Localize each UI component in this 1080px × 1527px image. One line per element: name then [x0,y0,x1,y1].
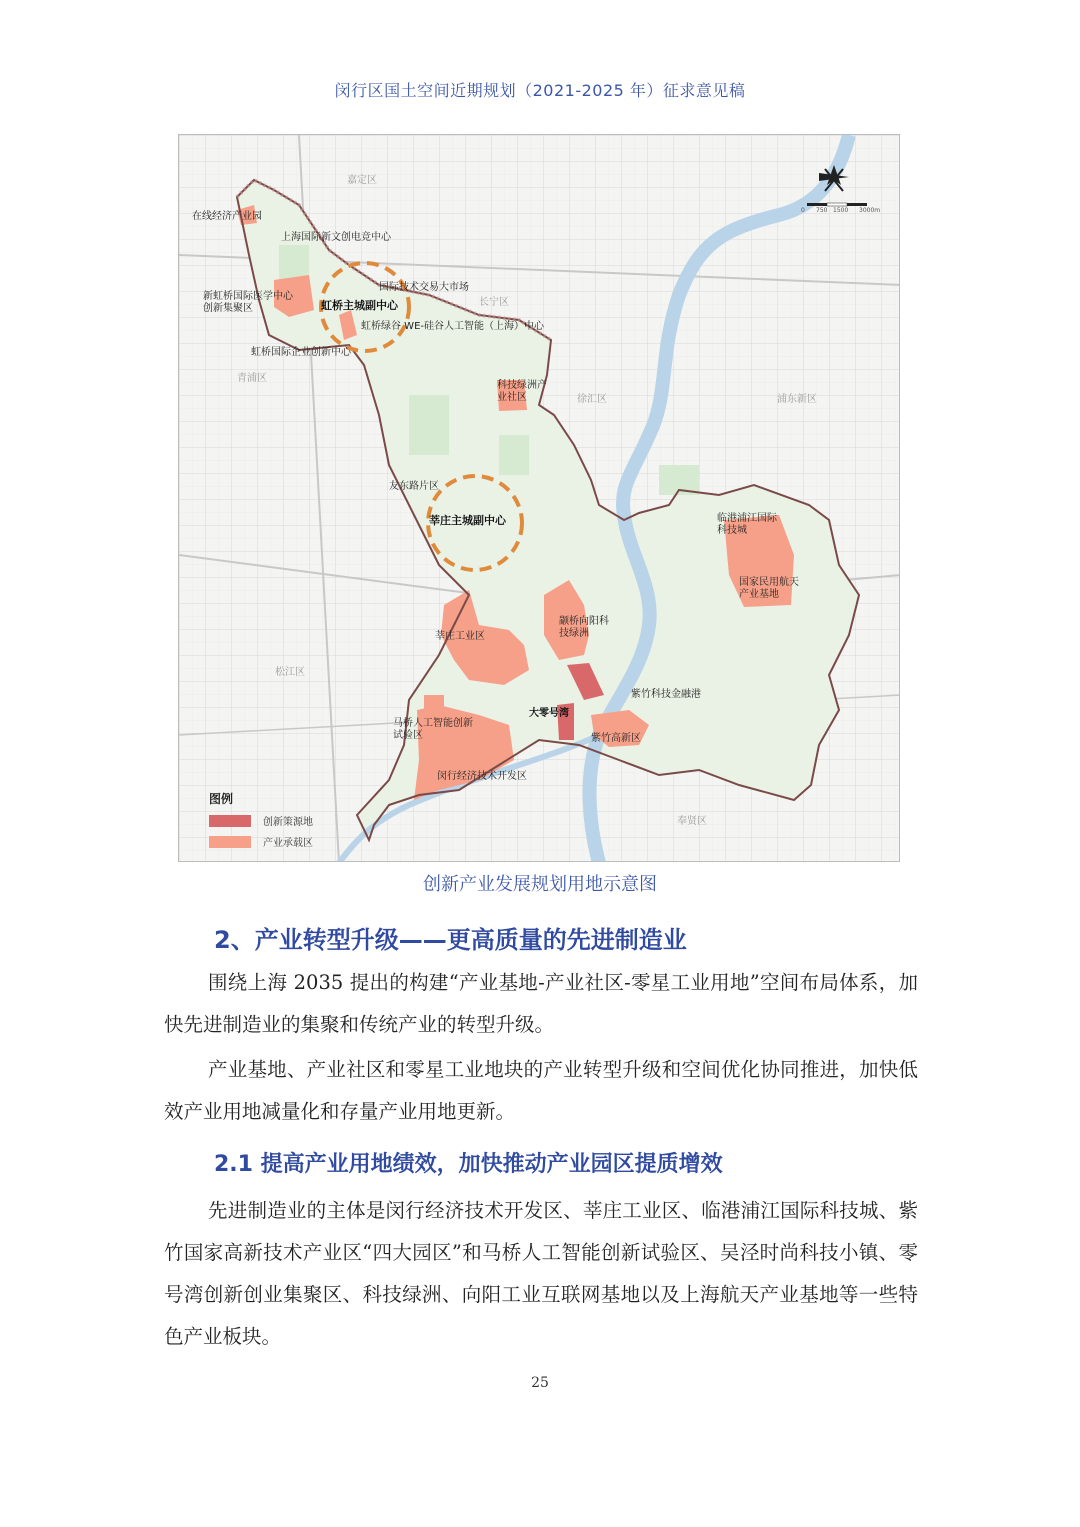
map-legend [209,790,339,849]
scale-bar [807,203,867,206]
place-label: 在线经济产业园 [192,211,262,222]
green-space [499,435,529,475]
scale-label: 750 [816,207,828,214]
scale-label: 3000m [859,207,881,214]
zone-maqiao [424,695,444,715]
planning-map [178,134,900,862]
subsection-heading: 2.1 提高产业用地绩效，加快推动产业园区提质增效 [214,1152,723,1177]
legend-swatch-innovation [209,815,251,827]
map-graphic [179,135,900,862]
place-label: 虹桥国际企业创新中心 [251,347,351,358]
green-space [409,395,449,455]
district-label: 青浦区 [237,373,267,384]
section-paragraph: 围绕上海 2035 提出的构建“产业基地-产业社区-零星工业用地”空间布局体系，加快先进制造业的集聚和传统产业的转型升级。 [164,971,918,1036]
place-label: 马桥人工智能创新试验区 [393,718,473,741]
center-label: 虹桥主城副中心 [321,299,398,312]
page-number: 25 [531,1375,549,1391]
legend-item [209,813,339,828]
subsection-paragraph: 先进制造业的主体是闵行经济技术开发区、莘庄工业区、临港浦江国际科技城、紫竹国家高新技术产业区“四大园区”和马桥人工智能创新试验区、吴泾时尚科技小镇、零号湾创新创业集聚区、科技绿洲、向阳工业互联网基地以及上海航天产业基地等一些特色产业板块。 [164,1199,918,1348]
place-label: 国际技术交易大市场 [379,282,469,293]
legend-swatch-industry [209,836,251,848]
district-label: 嘉定区 [347,175,377,186]
place-label: 新虹桥国际医学中心创新集聚区 [203,291,293,314]
place-label: 国家民用航天产业基地 [739,577,799,600]
legend-title: 图例 [209,792,234,806]
place-label: 友东路片区 [389,481,439,492]
district-label: 松江区 [275,667,305,678]
legend-item [209,834,339,849]
legend-label: 产业承载区 [263,838,313,849]
place-label: 闵行经济技术开发区 [437,771,527,782]
place-label: 紫竹高新区 [591,733,641,744]
legend-label: 创新策源地 [263,817,313,828]
place-label: 上海国际新文创电竞中心 [281,232,391,243]
scale-label: 0 [801,207,805,214]
place-label: 虹桥绿谷 WE-硅谷人工智能（上海）中心 [361,321,544,332]
place-label: 颛桥向阳科技绿洲 [559,616,609,639]
center-label: 莘庄主城副中心 [429,514,506,527]
map-caption: 创新产业发展规划用地示意图 [423,874,657,895]
running-header: 闵行区国土空间近期规划（2021-2025 年）征求意见稿 [334,81,746,100]
district-label: 长宁区 [479,297,509,308]
place-label: 莘庄工业区 [435,631,485,642]
district-label: 浦东新区 [777,394,817,405]
bay-label: 大零号湾 [529,708,569,719]
place-label: 科技绿洲产业社区 [497,380,547,403]
place-label: 紫竹科技金融港 [631,689,701,700]
section-paragraph: 产业基地、产业社区和零星工业地块的产业转型升级和空间优化协同推进，加快低效产业用地减量化和存量产业用地更新。 [164,1058,918,1123]
section-heading: 2、产业转型升级——更高质量的先进制造业 [214,926,687,954]
district-label: 徐汇区 [577,394,607,405]
district-label: 奉贤区 [677,816,707,827]
place-label: 临港浦江国际科技城 [717,513,777,536]
scale-label: 1500 [833,207,849,214]
